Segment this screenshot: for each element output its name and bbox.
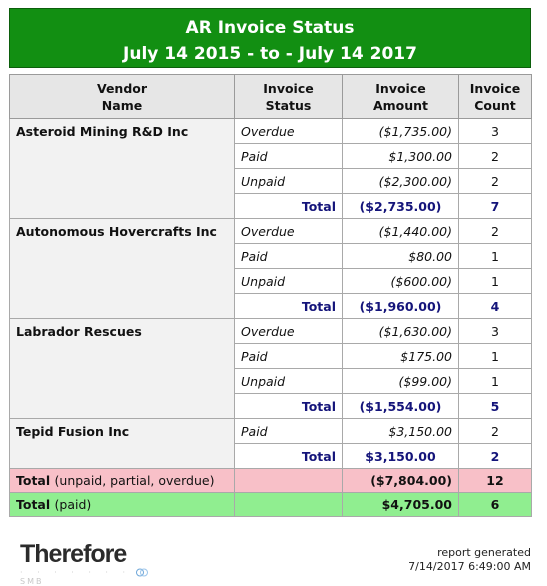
table-header-row bbox=[10, 75, 532, 119]
invoice-count: 1 bbox=[459, 369, 532, 394]
grand-total-paid-empty bbox=[235, 493, 343, 517]
vendor-total-amount: ($1,960.00) bbox=[343, 294, 459, 319]
invoice-amount: $1,300.00 bbox=[343, 144, 459, 169]
invoice-status: Unpaid bbox=[235, 169, 343, 194]
invoice-count: 1 bbox=[459, 344, 532, 369]
vendor-total-amount: $3,150.00 bbox=[343, 444, 459, 469]
vendor-total-count: 4 bbox=[459, 294, 532, 319]
vendor-name: Asteroid Mining R&D Inc bbox=[10, 119, 235, 219]
invoice-amount: $175.00 bbox=[343, 344, 459, 369]
vendor-total-count: 2 bbox=[459, 444, 532, 469]
therefore-logo bbox=[20, 540, 150, 586]
invoice-status: Paid bbox=[235, 419, 343, 444]
vendor-total-label: Total bbox=[235, 444, 343, 469]
grand-total-unpaid-label: Total (unpaid, partial, overdue) bbox=[10, 469, 235, 493]
col-header-amount: Invoice Amount bbox=[343, 75, 459, 119]
col-header-count: Invoice Count bbox=[459, 75, 532, 119]
generated-label: report generated bbox=[437, 546, 531, 559]
invoice-amount: ($2,300.00) bbox=[343, 169, 459, 194]
vendor-total-label: Total bbox=[235, 194, 343, 219]
vendor-name: Labrador Rescues bbox=[10, 319, 235, 419]
col-header-vendor: Vendor Name bbox=[10, 75, 235, 119]
vendor-name: Tepid Fusion Inc bbox=[10, 419, 235, 469]
invoice-amount: ($99.00) bbox=[343, 369, 459, 394]
invoice-status: Overdue bbox=[235, 319, 343, 344]
invoice-status: Unpaid bbox=[235, 269, 343, 294]
vendor-total-label: Total bbox=[235, 294, 343, 319]
invoice-amount: ($1,630.00) bbox=[343, 319, 459, 344]
report-title: AR Invoice Status bbox=[185, 18, 355, 38]
brand-sub: · · · · · · · SMB bbox=[20, 568, 150, 586]
invoice-status: Paid bbox=[235, 244, 343, 269]
grand-total-paid-label: Total (paid) bbox=[10, 493, 235, 517]
invoice-status: Unpaid bbox=[235, 369, 343, 394]
invoice-count: 2 bbox=[459, 144, 532, 169]
invoice-amount: ($600.00) bbox=[343, 269, 459, 294]
invoice-status: Overdue bbox=[235, 219, 343, 244]
brand-name: Therefore bbox=[20, 540, 127, 568]
table-row bbox=[10, 219, 532, 244]
invoice-count: 1 bbox=[459, 244, 532, 269]
invoice-amount: $80.00 bbox=[343, 244, 459, 269]
grand-total-unpaid-empty bbox=[235, 469, 343, 493]
generated-timestamp: 7/14/2017 6:49:00 AM bbox=[408, 560, 531, 573]
vendor-total-count: 5 bbox=[459, 394, 532, 419]
grand-total-unpaid-count: 12 bbox=[459, 469, 532, 493]
invoice-status: Overdue bbox=[235, 119, 343, 144]
vendor-total-amount: ($2,735.00) bbox=[343, 194, 459, 219]
brand-sub-text: SMB bbox=[20, 577, 44, 586]
invoice-status: Paid bbox=[235, 344, 343, 369]
table-row bbox=[10, 319, 532, 344]
vendor-total-amount: ($1,554.00) bbox=[343, 394, 459, 419]
grand-total-paid-amount: $4,705.00 bbox=[343, 493, 459, 517]
grand-total-unpaid-note: (unpaid, partial, overdue) bbox=[54, 473, 215, 488]
report-date-range: July 14 2015 - to - July 14 2017 bbox=[123, 44, 417, 64]
report-header bbox=[9, 8, 531, 68]
vendor-total-label: Total bbox=[235, 394, 343, 419]
vendor-total-count: 7 bbox=[459, 194, 532, 219]
invoice-status: Paid bbox=[235, 144, 343, 169]
table-row bbox=[10, 419, 532, 444]
table-row bbox=[10, 119, 532, 144]
brand-swirl-icon bbox=[136, 568, 148, 577]
invoice-count: 3 bbox=[459, 319, 532, 344]
invoice-amount: ($1,440.00) bbox=[343, 219, 459, 244]
vendor-name: Autonomous Hovercrafts Inc bbox=[10, 219, 235, 319]
invoice-count: 2 bbox=[459, 219, 532, 244]
grand-total-unpaid-amount: ($7,804.00) bbox=[343, 469, 459, 493]
grand-total-paid-count: 6 bbox=[459, 493, 532, 517]
report-generated bbox=[408, 546, 531, 574]
invoice-amount: ($1,735.00) bbox=[343, 119, 459, 144]
invoice-count: 2 bbox=[459, 419, 532, 444]
grand-total-unpaid-row bbox=[10, 469, 532, 493]
ar-invoice-table bbox=[9, 74, 532, 517]
invoice-count: 3 bbox=[459, 119, 532, 144]
invoice-count: 1 bbox=[459, 269, 532, 294]
invoice-amount: $3,150.00 bbox=[343, 419, 459, 444]
grand-total-paid-note: (paid) bbox=[54, 497, 92, 512]
col-header-status: Invoice Status bbox=[235, 75, 343, 119]
grand-total-paid-row bbox=[10, 493, 532, 517]
invoice-count: 2 bbox=[459, 169, 532, 194]
